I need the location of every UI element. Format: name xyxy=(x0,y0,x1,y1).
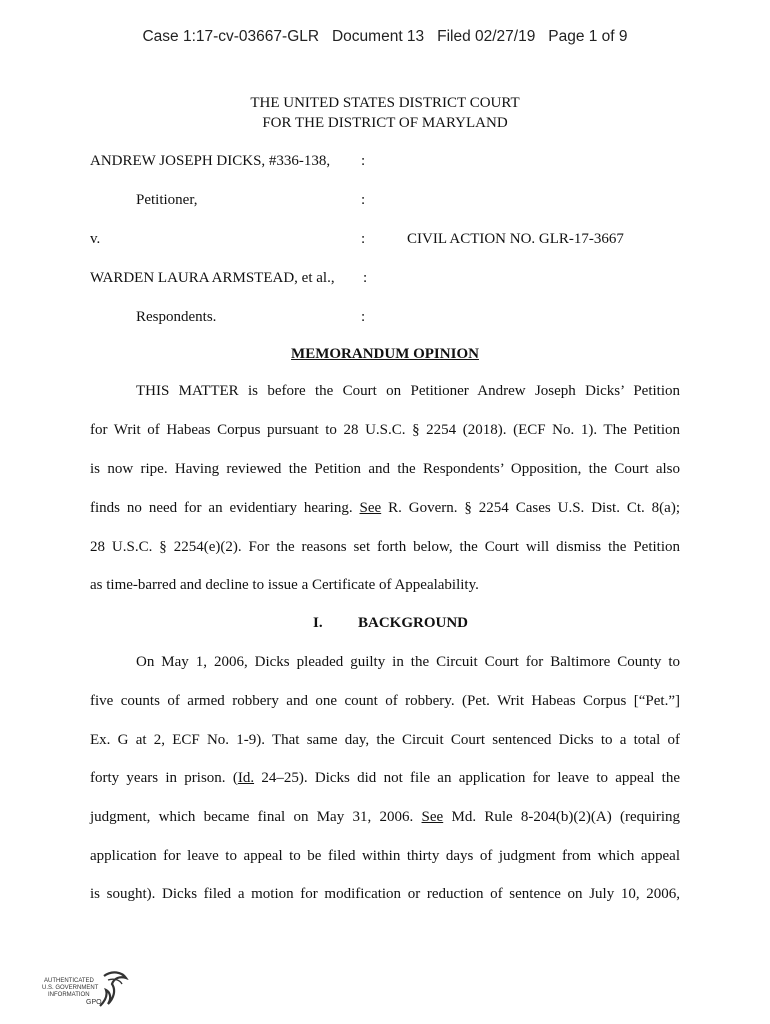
text-run: judgment, which became final on May 31, 2006. xyxy=(90,809,422,825)
para1-line: 28 U.S.C. § 2254(e)(2). For the reasons set forth below, the Court will dismiss the Petition xyxy=(90,539,680,555)
text-run: finds no need for an evidentiary hearing. xyxy=(90,500,360,516)
para2-line xyxy=(90,770,680,787)
para2-line: On May 1, 2006, Dicks pleaded guilty in the Circuit Court for Baltimore County to xyxy=(136,654,680,670)
seal-text-2: U.S. GOVERNMENT xyxy=(42,985,99,991)
para2-line xyxy=(90,809,680,826)
petitioner-role: Petitioner, xyxy=(136,192,198,208)
respondent-role: Respondents. xyxy=(136,309,217,325)
para2-line: is sought). Dicks filed a motion for modification or reduction of sentence on July 10, 2006, xyxy=(90,886,680,902)
petitioner-name: ANDREW JOSEPH DICKS, #336-138, xyxy=(90,153,331,169)
para1-line: for Writ of Habeas Corpus pursuant to 28 U.S.C. § 2254 (2018). (ECF No. 1). The Petition xyxy=(90,422,680,438)
seal-text-4: GPO xyxy=(86,999,102,1006)
citation-signal: See xyxy=(359,500,382,516)
text-run: R. Govern. § 2254 Cases U.S. Dist. Ct. 8(a); xyxy=(381,500,680,516)
seal-text-3: INFORMATION xyxy=(48,992,90,998)
caption-colon: : xyxy=(361,309,366,325)
para1-line: is now ripe. Having reviewed the Petition and the Respondents’ Opposition, the Court also xyxy=(90,461,680,477)
para1-line xyxy=(90,500,680,517)
gpo-eagle-icon xyxy=(42,968,134,1014)
para2-line: five counts of armed robbery and one count of robbery. (Pet. Writ Habeas Corpus [“Pet.”] xyxy=(90,693,680,709)
court-name: THE UNITED STATES DISTRICT COURT xyxy=(250,95,520,111)
section-title: BACKGROUND xyxy=(358,615,469,631)
court-district: FOR THE DISTRICT OF MARYLAND xyxy=(262,115,508,131)
title-wrap xyxy=(0,346,770,363)
caption-colon: : xyxy=(363,270,368,286)
caption-colon: : xyxy=(361,231,366,247)
gpo-authentication-seal xyxy=(42,968,134,1014)
caption-colon: : xyxy=(361,192,366,208)
memorandum-title: MEMORANDUM OPINION xyxy=(291,346,479,362)
citation-signal: See xyxy=(421,809,444,825)
citation-id: Id. xyxy=(237,770,255,786)
para1-line: THIS MATTER is before the Court on Petitioner Andrew Joseph Dicks’ Petition xyxy=(136,383,680,399)
versus: v. xyxy=(90,231,101,247)
respondent-name: WARDEN LAURA ARMSTEAD, et al., xyxy=(90,270,335,286)
para2-line: Ex. G at 2, ECF No. 1-9). That same day, the Circuit Court sentenced Dicks to a total of xyxy=(90,732,680,748)
text-run: forty years in prison. ( xyxy=(90,770,238,786)
civil-action-number: CIVIL ACTION NO. GLR-17-3667 xyxy=(407,231,624,247)
para2-line: application for leave to appeal to be filed within thirty days of judgment from which appeal xyxy=(90,848,680,864)
section-number: I. xyxy=(313,615,323,631)
text-run: 24–25). Dicks did not file an application for leave to appeal the xyxy=(254,770,680,786)
caption-colon: : xyxy=(361,153,366,169)
seal-text-1: AUTHENTICATED xyxy=(44,978,94,984)
case-header: Case 1:17-cv-03667-GLR Document 13 Filed 02/27/19 Page 1 of 9 xyxy=(142,28,628,45)
text-run: Md. Rule 8-204(b)(2)(A) (requiring xyxy=(443,809,680,825)
para1-line: as time-barred and decline to issue a Certificate of Appealability. xyxy=(90,577,479,593)
